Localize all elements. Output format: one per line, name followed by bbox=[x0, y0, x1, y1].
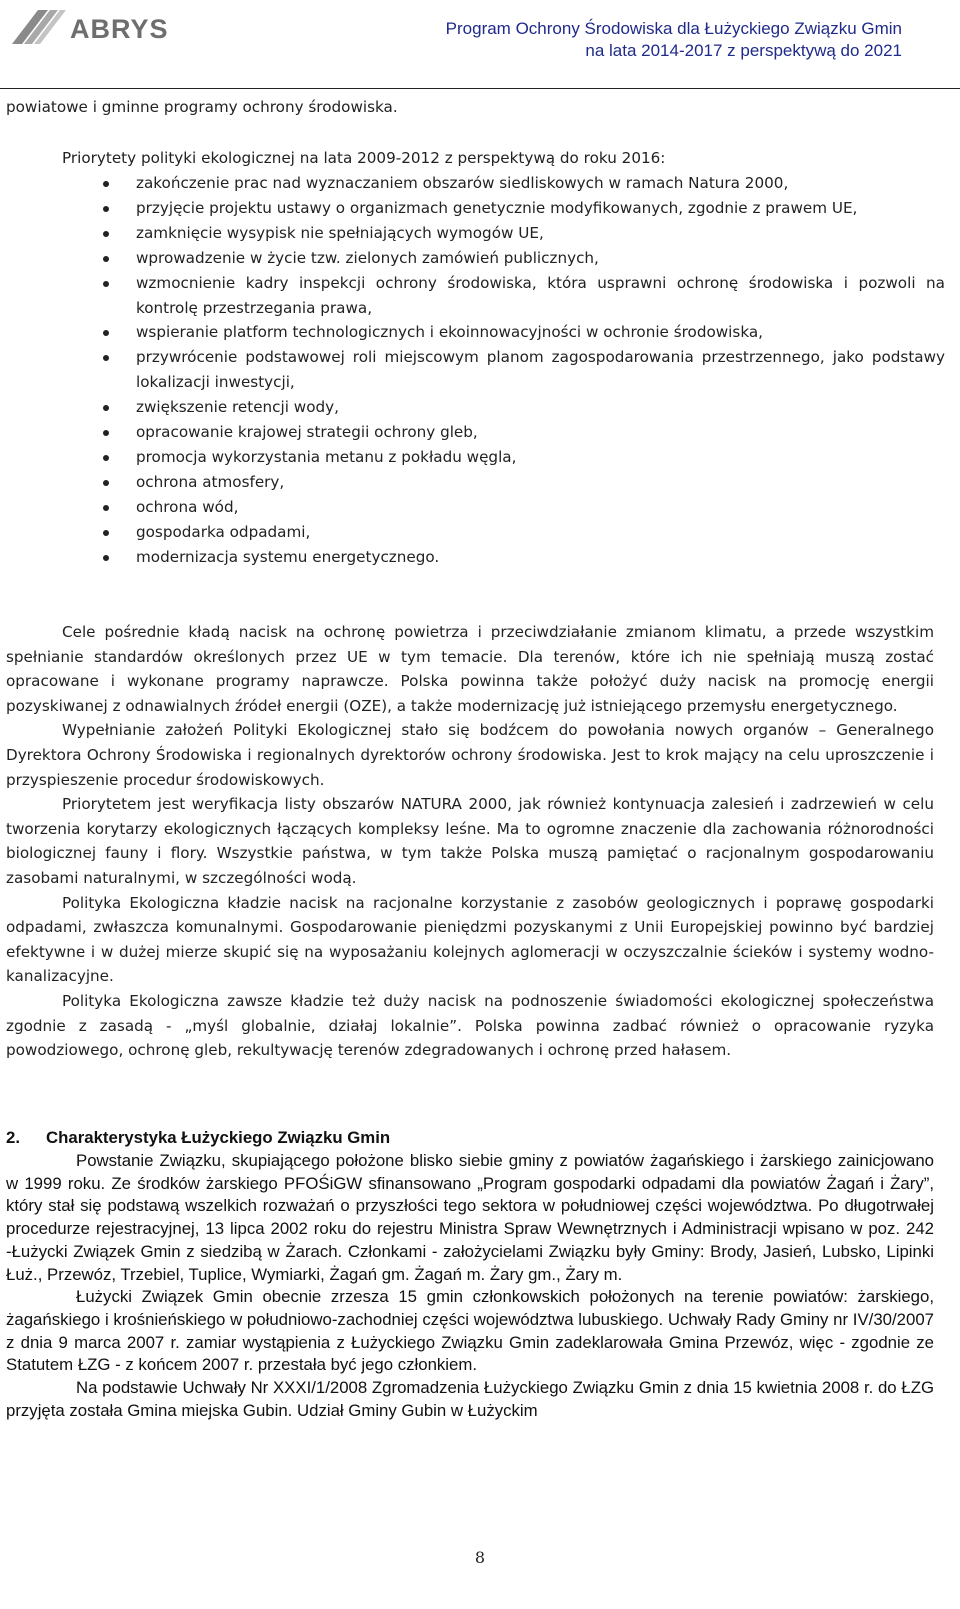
abrys-logo bbox=[8, 4, 198, 48]
section-heading bbox=[6, 1126, 934, 1150]
bullet-icon bbox=[103, 405, 109, 411]
list-item: zamknięcie wysypisk nie spełniających wymogów UE, bbox=[0, 221, 945, 246]
priorities-list bbox=[0, 171, 945, 570]
document-title bbox=[446, 18, 902, 62]
list-item: opracowanie krajowej strategii ochrony gleb, bbox=[0, 420, 945, 445]
paragraph: Wypełnianie założeń Polityki Ekologicznej stało się bodźcem do powołania nowych organów – Generalnego Dyrektora Ochrony Środowiska i regionalnych dyrektorów ochrony środowiska. Jest to krok mający na celu uproszczenie i przyspieszenie procedur środowiskowych. bbox=[6, 721, 934, 789]
page-number: 8 bbox=[474, 1548, 486, 1567]
list-item: przyjęcie projektu ustawy o organizmach genetycznie modyfikowanych, zgodnie z prawem UE, bbox=[0, 196, 945, 221]
list-item: wprowadzenie w życie tzw. zielonych zamówień publicznych, bbox=[0, 246, 945, 271]
policy-paragraphs bbox=[6, 620, 934, 1063]
bullet-icon bbox=[103, 530, 109, 536]
bullet-icon bbox=[103, 430, 109, 436]
intro-text: powiatowe i gminne programy ochrony środowiska. bbox=[6, 98, 398, 116]
page-header bbox=[0, 0, 960, 92]
bullet-icon bbox=[103, 455, 109, 461]
bullet-icon bbox=[103, 281, 109, 287]
paragraph: Łużycki Związek Gmin obecnie zrzesza 15 gmin członkowskich położonych na terenie powiatów: żarskiego, żagańskiego i krośnieńskiego w południowo-zachodniej części województwa lubuskiego. Uchwały Rady Gminy nr IV/30/2007 z dnia 9 marca 2007 r. zamiar wystąpienia z Łużyckiego Związku Gmin zadeklarowała Gmina Przewóz, więc - zgodnie ze Statutem ŁZG - z końcem 2007 r. przestała być jego członkiem. bbox=[6, 1287, 934, 1375]
section-title: Charakterystyka Łużyckiego Związku Gmin bbox=[46, 1128, 391, 1147]
bullet-icon bbox=[103, 355, 109, 361]
bullet-icon bbox=[103, 256, 109, 262]
paragraph: Polityka Ekologiczna zawsze kładzie też duży nacisk na podnoszenie świadomości ekologicznej społeczeństwa zgodnie z zasadą - „myśl globalnie, działaj lokalnie”. Polska powinna zadbać również o opracowanie ryzyka powodziowego, ochronę gleb, rekultywację terenów zdegradowanych i ochronę przed hałasem. bbox=[6, 991, 934, 1060]
bullet-icon bbox=[103, 330, 109, 336]
document-title-line-1: Program Ochrony Środowiska dla Łużyckiego Związku Gmin bbox=[445, 19, 902, 38]
bullet-icon bbox=[103, 555, 109, 561]
paragraph: Cele pośrednie kładą nacisk na ochronę powietrza i przeciwdziałanie zmianom klimatu, a przede wszystkim spełnianie standardów określonych przez UE w tym temacie. Dla terenów, które ich nie spełniają muszą zostać opracowane i wykonane programy naprawcze. Polska powinna także położyć duży nacisk na promocję energii pozyskiwanej z odnawialnych źródeł energii (OZE), a także modernizację już istniejącego przemysłu energetycznego. bbox=[6, 623, 934, 715]
list-item: zwiększenie retencji wody, bbox=[0, 395, 945, 420]
paragraph: Powstanie Związku, skupiającego położone blisko siebie gminy z powiatów żagańskiego i żarskiego zainicjowano w 1999 roku. Ze środków żarskiego PFOŚiGW sfinansowano „Program gospodarki odpadami dla powiatów Żagań i Żary”, który stał się podstawą wszelkich rozważań o przyszłości tego sektora w południowej części województwa. Po długotrwałej procedurze rejestracyjnej, 13 lipca 2002 roku do rejestru Ministra Spraw Wewnętrznych i Administracji wpisano w poz. 242 -Łużycki Związek Gmin z siedzibą w Żarach. Członkami - założycielami Związku były Gminy: Brody, Jasień, Lubsko, Lipinki Łuż., Przewóz, Trzebiel, Tuplice, Wymiarki, Żagań gm. Żagań m. Żary gm., Żary m. bbox=[6, 1151, 934, 1284]
paragraph: Na podstawie Uchwały Nr XXXI/1/2008 Zgromadzenia Łużyckiego Związku Gmin z dnia 15 kwietnia 2008 r. do ŁZG przyjęta została Gmina miejska Gubin. Udział Gminy Gubin w Łużyckim bbox=[6, 1378, 934, 1420]
bullet-icon bbox=[103, 480, 109, 486]
document-title-line-2: na lata 2014-2017 z perspektywą do 2021 bbox=[585, 41, 902, 60]
list-item: ochrona atmosfery, bbox=[0, 470, 945, 495]
bullet-icon bbox=[103, 505, 109, 511]
bullet-icon bbox=[103, 206, 109, 212]
list-item: ochrona wód, bbox=[0, 495, 945, 520]
list-item: promocja wykorzystania metanu z pokładu węgla, bbox=[0, 445, 945, 470]
paragraph: Polityka Ekologiczna kładzie nacisk na racjonalne korzystanie z zasobów geologicznych i poprawę gospodarki odpadami, zwłaszcza komunalnymi. Gospodarowanie pieniędzmi pozyskanymi z Unii Europejskiej powinno być bardziej efektywne i w dużej mierze skupić się na wyposażaniu kolejnych aglomeracji w oczyszczalnie ścieków i systemy wodno-kanalizacyjne. bbox=[6, 893, 934, 986]
list-item: zakończenie prac nad wyznaczaniem obszarów siedliskowych w ramach Natura 2000, bbox=[0, 171, 945, 196]
paragraph: Priorytetem jest weryfikacja listy obszarów NATURA 2000, jak również kontynuacja zalesień i zadrzewień w celu tworzenia korytarzy ekologicznych łączących kompleksy leśne. Ma to ogromne znaczenie dla zachowania różnorodności biologicznej fauny i flory. Wszystkie państwa, w tym także Polska muszą pamiętać o racjonalnym gospodarowaniu zasobami naturalnymi, w szczególności wodą. bbox=[6, 795, 934, 887]
list-item: wzmocnienie kadry inspekcji ochrony środowiska, która usprawni ochronę środowiska i pozwoli na kontrolę przestrzegania prawa, bbox=[0, 271, 945, 321]
section-number: 2. bbox=[6, 1128, 20, 1147]
bullet-icon bbox=[103, 231, 109, 237]
priorities-heading: Priorytety polityki ekologicznej na lata 2009-2012 z perspektywą do roku 2016: bbox=[62, 149, 666, 167]
list-item: przywrócenie podstawowej roli miejscowym planom zagospodarowania przestrzennego, jako podstawy lokalizacji inwestycji, bbox=[0, 345, 945, 395]
list-item: wspieranie platform technologicznych i ekoinnowacyjności w ochronie środowiska, bbox=[0, 320, 945, 345]
logo-text: ABRYS bbox=[70, 14, 169, 44]
abrys-swoosh-icon bbox=[8, 4, 68, 48]
list-item: modernizacja systemu energetycznego. bbox=[0, 545, 945, 570]
list-item: gospodarka odpadami, bbox=[0, 520, 945, 545]
header-divider bbox=[0, 88, 960, 89]
section-2 bbox=[6, 1126, 934, 1422]
bullet-icon bbox=[103, 181, 109, 187]
